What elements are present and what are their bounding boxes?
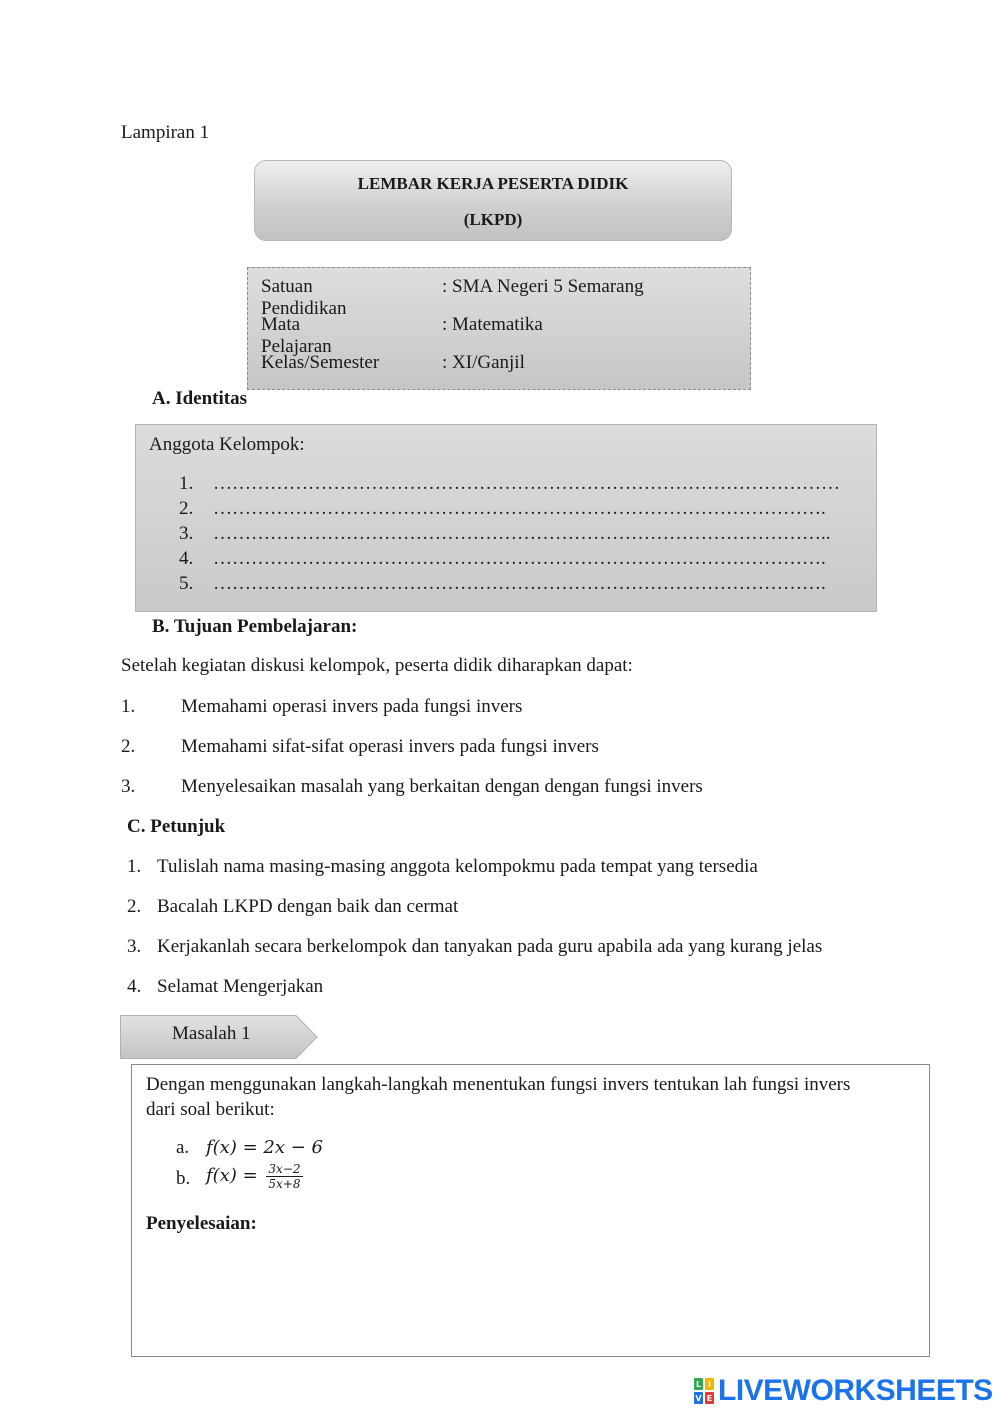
answer-area[interactable] bbox=[146, 1243, 914, 1343]
objective-number: 3. bbox=[121, 776, 136, 797]
svg-text:E: E bbox=[706, 1394, 713, 1403]
problem-box bbox=[131, 1064, 930, 1357]
liveworksheets-logo-text: LIVEWORKSHEETS bbox=[718, 1374, 993, 1407]
instruction-number: 2. bbox=[127, 896, 142, 917]
info-value: : SMA Negeri 5 Semarang bbox=[442, 276, 644, 297]
problem-text-line2: dari soal berikut: bbox=[146, 1099, 275, 1120]
problem-b-fraction bbox=[266, 1162, 302, 1191]
school-info-box bbox=[247, 267, 751, 390]
member-line[interactable]: 2. ……………………………………………………………………………………. bbox=[179, 498, 826, 519]
objective-text: Memahami operasi invers pada fungsi invers bbox=[181, 696, 523, 717]
problem-b-label: b. bbox=[176, 1168, 191, 1189]
svg-text:I: I bbox=[708, 1380, 711, 1389]
info-label: Kelas/Semester bbox=[261, 352, 380, 373]
problem-b-lhs: f(x) = bbox=[206, 1164, 258, 1186]
instruction-text: Kerjakanlah secara berkelompok dan tanyakan pada guru apabila ada yang kurang jelas bbox=[157, 936, 823, 957]
problem-tab bbox=[120, 1015, 318, 1059]
info-label: Mata Pelajaran bbox=[261, 314, 332, 357]
member-line[interactable]: 5. ……………………………………………………………………………………. bbox=[179, 573, 826, 594]
objective-text: Memahami sifat-sifat operasi invers pada fungsi invers bbox=[181, 736, 599, 757]
instruction-text: Bacalah LKPD dengan baik dan cermat bbox=[157, 896, 459, 917]
worksheet-title: LEMBAR KERJA PESERTA DIDIK bbox=[357, 174, 629, 193]
section-c-heading: C. Petunjuk bbox=[127, 816, 226, 837]
liveworksheets-logo-icon bbox=[694, 1378, 714, 1404]
fraction-numerator: 3x−2 bbox=[268, 1162, 301, 1176]
instruction-text: Tulislah nama masing-masing anggota kelompokmu pada tempat yang tersedia bbox=[157, 856, 758, 877]
problem-a-label: a. bbox=[176, 1137, 190, 1158]
problem-a-expression: f(x) = 2x − 6 bbox=[206, 1137, 323, 1158]
instruction-text: Selamat Mengerjakan bbox=[157, 976, 324, 997]
member-line[interactable]: 1. ……………………………………………………………………………………… bbox=[179, 473, 840, 494]
objectives-intro: Setelah kegiatan diskusi kelompok, peserta didik diharapkan dapat: bbox=[121, 655, 633, 676]
objective-text: Menyelesaikan masalah yang berkaitan dengan dengan fungsi invers bbox=[181, 776, 703, 797]
instruction-number: 4. bbox=[127, 976, 142, 997]
group-members-label: Anggota Kelompok: bbox=[149, 434, 305, 455]
instruction-number: 1. bbox=[127, 856, 142, 877]
info-label: Satuan Pendidikan bbox=[261, 276, 347, 319]
worksheet-subtitle: (LKPD) bbox=[463, 210, 523, 229]
lampiran-label: Lampiran 1 bbox=[121, 122, 210, 143]
info-value: : Matematika bbox=[442, 314, 543, 335]
info-value: : XI/Ganjil bbox=[442, 352, 525, 373]
svg-text:V: V bbox=[695, 1394, 702, 1403]
member-line[interactable]: 3. …………………………………………………………………………………….. bbox=[179, 523, 831, 544]
fraction-denominator: 5x+8 bbox=[268, 1177, 301, 1191]
section-a-heading: A. Identitas bbox=[152, 388, 248, 409]
member-line[interactable]: 4. ……………………………………………………………………………………. bbox=[179, 548, 826, 569]
section-b-heading: B. Tujuan Pembelajaran: bbox=[152, 616, 358, 637]
problem-tab-label: Masalah 1 bbox=[172, 1023, 251, 1044]
group-members-box bbox=[135, 424, 877, 612]
problem-text-line1: Dengan menggunakan langkah-langkah menentukan fungsi invers tentukan lah fungsi invers bbox=[146, 1074, 851, 1095]
instruction-number: 3. bbox=[127, 936, 142, 957]
svg-text:L: L bbox=[695, 1380, 702, 1389]
answer-label: Penyelesaian: bbox=[146, 1213, 257, 1234]
objective-number: 1. bbox=[121, 696, 136, 717]
problem-b-expression bbox=[206, 1162, 303, 1191]
worksheet-title-box bbox=[254, 160, 732, 241]
objective-number: 2. bbox=[121, 736, 136, 757]
